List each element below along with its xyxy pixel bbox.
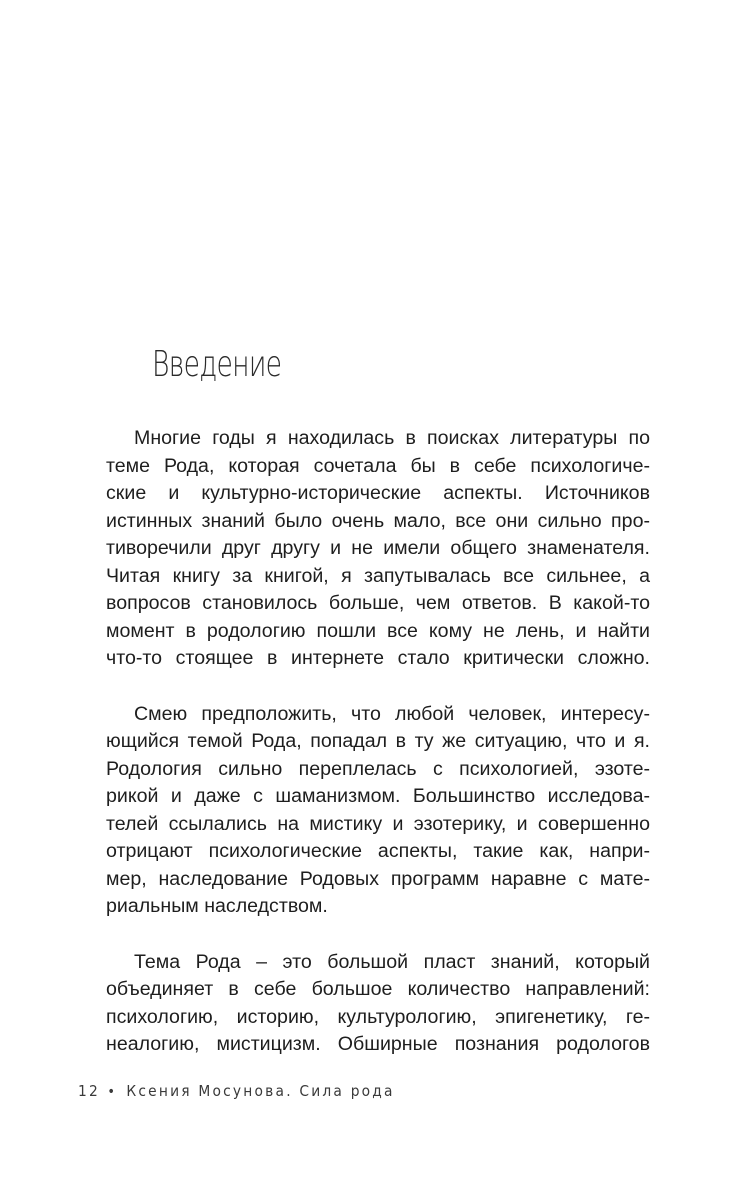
text-line: тиворечили друг другу и не имели общего знаменателя. — [106, 537, 650, 559]
body-text — [106, 425, 650, 1087]
text-line: Смею предположить, что любой человек, интересу- — [134, 702, 650, 725]
text-line: что-то стоящее в интернете стало критически сложно. — [106, 647, 650, 669]
text-line: Родология сильно переплелась с психологией, эзоте- — [106, 757, 650, 780]
chapter-title: Введение — [152, 344, 282, 385]
running-title: Ксения Мосунова. Сила рода — [126, 1082, 395, 1100]
paragraph-3 — [106, 949, 650, 1059]
text-line: психологию, историю, культурологию, эпигенетику, ге- — [106, 1005, 650, 1028]
paragraph-2 — [106, 701, 650, 921]
text-line: отрицают психологические аспекты, такие как, напри- — [106, 840, 650, 862]
page-footer — [78, 1082, 395, 1100]
bullet-separator: • — [107, 1084, 118, 1100]
page-number: 12 — [78, 1082, 100, 1100]
paragraph-1 — [106, 425, 650, 673]
text-line: вопросов становилось больше, чем ответов. В какой-то — [106, 592, 650, 614]
text-line: телей ссылались на мистику и эзотерику, и совершенно — [106, 812, 650, 835]
text-line: объединяет в себе большое количество направлений: — [106, 978, 650, 1000]
text-line: ющийся темой Рода, попадал в ту же ситуацию, что и я. — [106, 730, 650, 752]
text-line: Тема Рода – это большой пласт знаний, который — [134, 950, 650, 973]
text-line: Читая книгу за книгой, я запутывалась все сильнее, а — [106, 564, 650, 587]
text-line: Многие годы я находилась в поисках литературы по — [134, 427, 650, 449]
text-line: момент в родологию пошли все кому не лень, и найти — [106, 619, 650, 642]
text-line: теме Рода, которая сочетала бы в себе психологиче- — [106, 454, 650, 477]
text-line: неалогию, мистицизм. Обширные познания родологов — [106, 1033, 650, 1055]
text-line: истинных знаний было очень мало, все они сильно про- — [106, 509, 650, 532]
text-line: ские и культурно-исторические аспекты. Источников — [106, 482, 650, 504]
text-line: риальным наследством. — [106, 895, 328, 917]
text-line: рикой и даже с шаманизмом. Большинство исследова- — [106, 785, 650, 807]
text-line: мер, наследование Родовых программ наравне с мате- — [106, 867, 650, 890]
